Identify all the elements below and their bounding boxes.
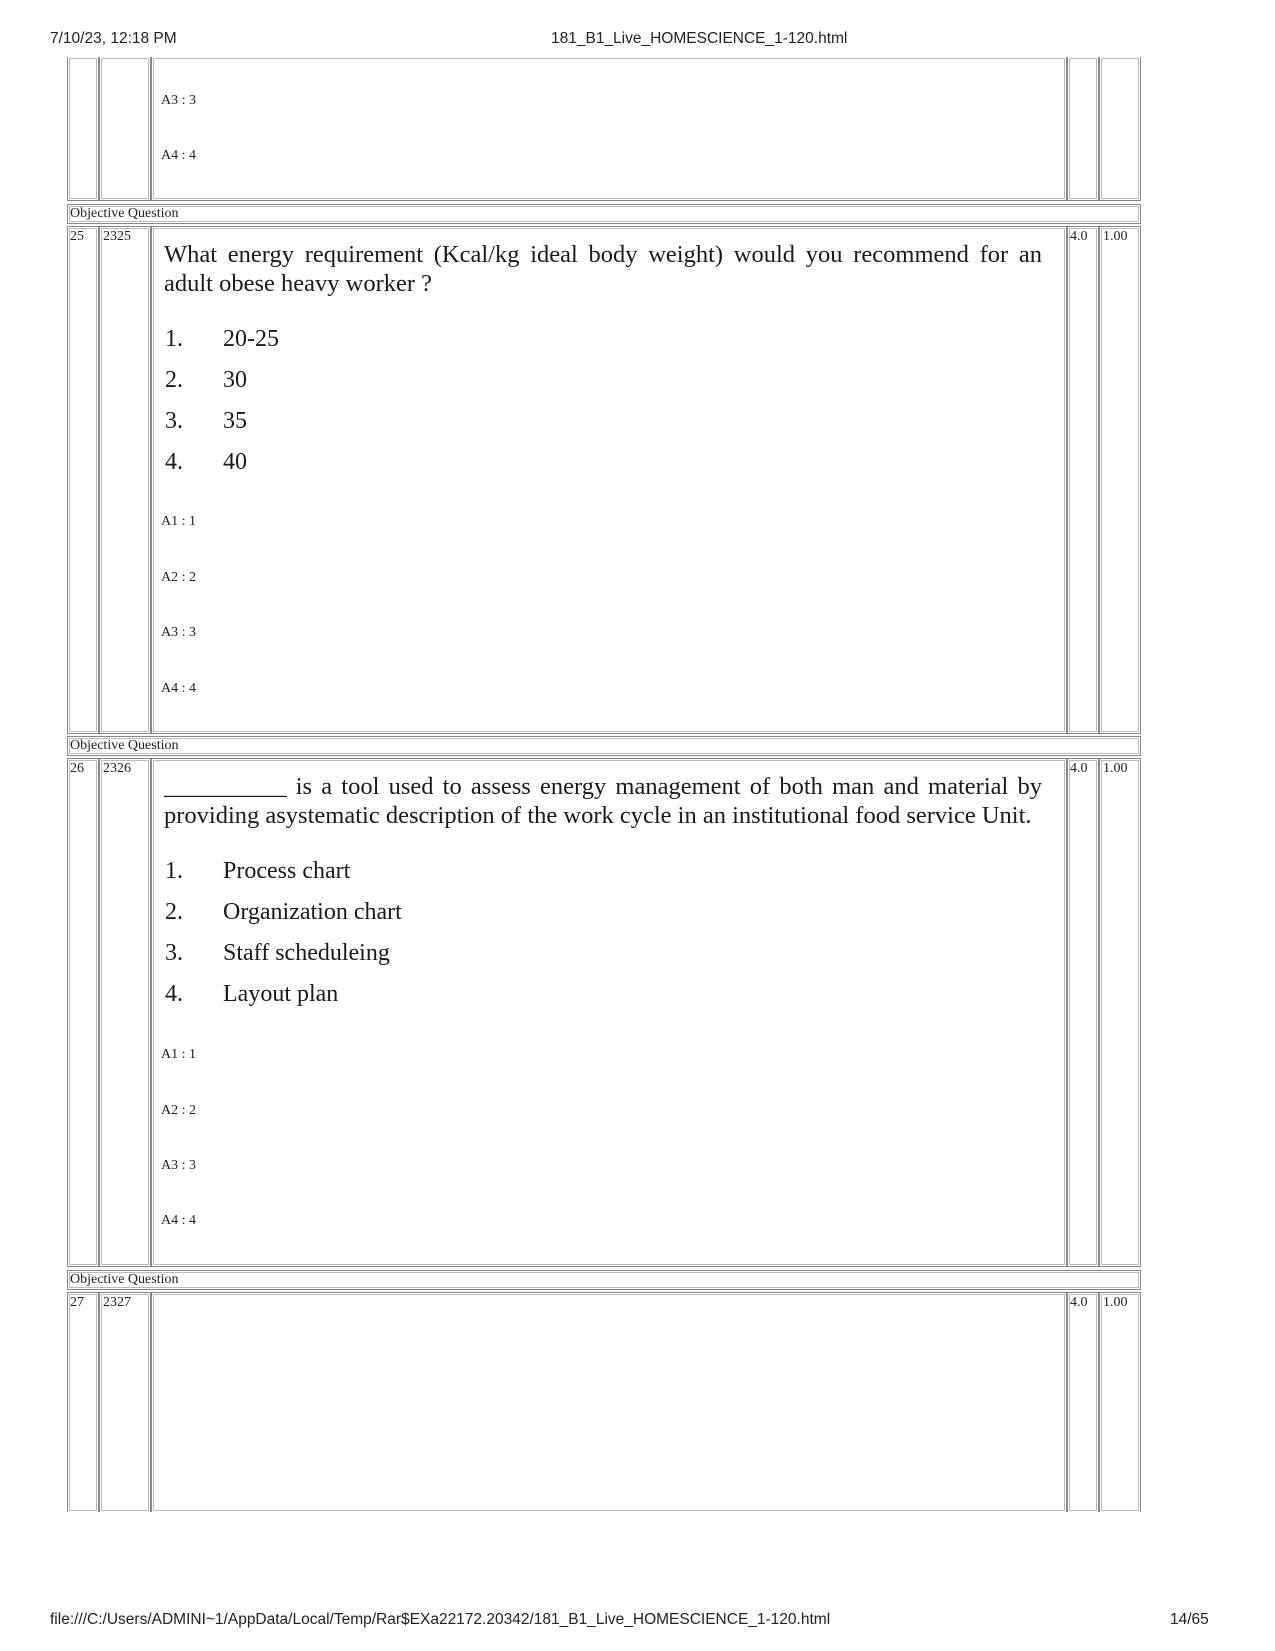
- q27-num-cell: [67, 1292, 99, 1512]
- prev-content-cell: [151, 57, 1067, 201]
- q26-option-2-text: Organization chart: [223, 899, 402, 925]
- q25-option-1-num: 1.: [165, 326, 183, 352]
- prev-num-cell: [67, 57, 99, 201]
- q25-option-3-text: 35: [223, 408, 247, 434]
- q26-option-4-num: 4.: [165, 981, 183, 1007]
- q26-answer-2: A2 : 2: [161, 1103, 196, 1118]
- q26-option-3-text: Staff scheduleing: [223, 940, 390, 966]
- q26-number: 26: [70, 761, 84, 776]
- q26-type-label: Objective Question: [70, 738, 179, 753]
- q27-number: 27: [70, 1295, 84, 1310]
- q26-option-3-num: 3.: [165, 940, 183, 966]
- q26-marks-cell: [1067, 758, 1099, 1267]
- q27-content-cell: [151, 1292, 1067, 1512]
- q27-marks: 4.0: [1070, 1295, 1088, 1310]
- q26-answer-1: A1 : 1: [161, 1047, 196, 1062]
- q26-option-1-text: Process chart: [223, 858, 351, 884]
- q27-neg-cell: [1099, 1292, 1141, 1512]
- q26-option-1-num: 1.: [165, 858, 183, 884]
- q26-id: 2326: [103, 761, 131, 776]
- q25-question-text: What energy requirement (Kcal/kg ideal body weight) would you recommend for an adult obese heavy worker ?: [164, 241, 1042, 297]
- q25-option-2-text: 30: [223, 367, 247, 393]
- q27-marks-cell: [1067, 1292, 1099, 1512]
- q25-marks-cell: [1067, 226, 1099, 734]
- q26-neg-cell: [1099, 758, 1141, 1267]
- q25-number: 25: [70, 229, 84, 244]
- q25-answer-2: A2 : 2: [161, 570, 196, 585]
- q26-type-row: [67, 736, 1141, 756]
- q25-type-row: [67, 204, 1141, 224]
- q25-type-label: Objective Question: [70, 206, 179, 221]
- q27-id-cell: [99, 1292, 151, 1512]
- q25-id-cell: [99, 226, 151, 734]
- print-datetime: 7/10/23, 12:18 PM: [50, 30, 177, 47]
- print-file-path: file:///C:/Users/ADMINI~1/AppData/Local/Temp/Rar$EXa22172.20342/181_B1_Live_HOMESCIENCE_1-120.html: [50, 1611, 831, 1628]
- print-page-number: 14/65: [1170, 1611, 1209, 1628]
- q25-id: 2325: [103, 229, 131, 244]
- q27-type-label: Objective Question: [70, 1272, 179, 1287]
- q26-marks: 4.0: [1070, 761, 1088, 776]
- q26-answer-3: A3 : 3: [161, 1158, 196, 1173]
- prev-id-cell: [99, 57, 151, 201]
- q25-num-cell: [67, 226, 99, 734]
- q26-id-cell: [99, 758, 151, 1267]
- q26-num-cell: [67, 758, 99, 1267]
- q26-content-cell: [151, 758, 1067, 1267]
- q27-type-row: [67, 1270, 1141, 1290]
- q25-answer-3: A3 : 3: [161, 625, 196, 640]
- q25-negative-marks: 1.00: [1103, 229, 1128, 244]
- q25-option-3-num: 3.: [165, 408, 183, 434]
- q26-option-4-text: Layout plan: [223, 981, 339, 1007]
- q25-option-4-text: 40: [223, 449, 247, 475]
- q25-marks: 4.0: [1070, 229, 1088, 244]
- q25-answer-1: A1 : 1: [161, 514, 196, 529]
- q25-option-2-num: 2.: [165, 367, 183, 393]
- q27-negative-marks: 1.00: [1103, 1295, 1128, 1310]
- q26-option-2-num: 2.: [165, 899, 183, 925]
- q25-answer-4: A4 : 4: [161, 681, 196, 696]
- q25-option-1-text: 20-25: [223, 326, 279, 352]
- q26-question-text: __________ is a tool used to assess energy management of both man and material by providing asystematic description of the work cycle in an institutional food service Unit.: [164, 773, 1042, 829]
- q26-answer-4: A4 : 4: [161, 1213, 196, 1228]
- print-title: 181_B1_Live_HOMESCIENCE_1-120.html: [551, 30, 848, 47]
- q25-content-cell: [151, 226, 1067, 734]
- prev-marks-cell: [1067, 57, 1099, 201]
- prev-answer-4: A4 : 4: [161, 148, 196, 163]
- q26-negative-marks: 1.00: [1103, 761, 1128, 776]
- prev-answer-3: A3 : 3: [161, 93, 196, 108]
- q25-neg-cell: [1099, 226, 1141, 734]
- q27-id: 2327: [103, 1295, 131, 1310]
- prev-neg-cell: [1099, 57, 1141, 201]
- q25-option-4-num: 4.: [165, 449, 183, 475]
